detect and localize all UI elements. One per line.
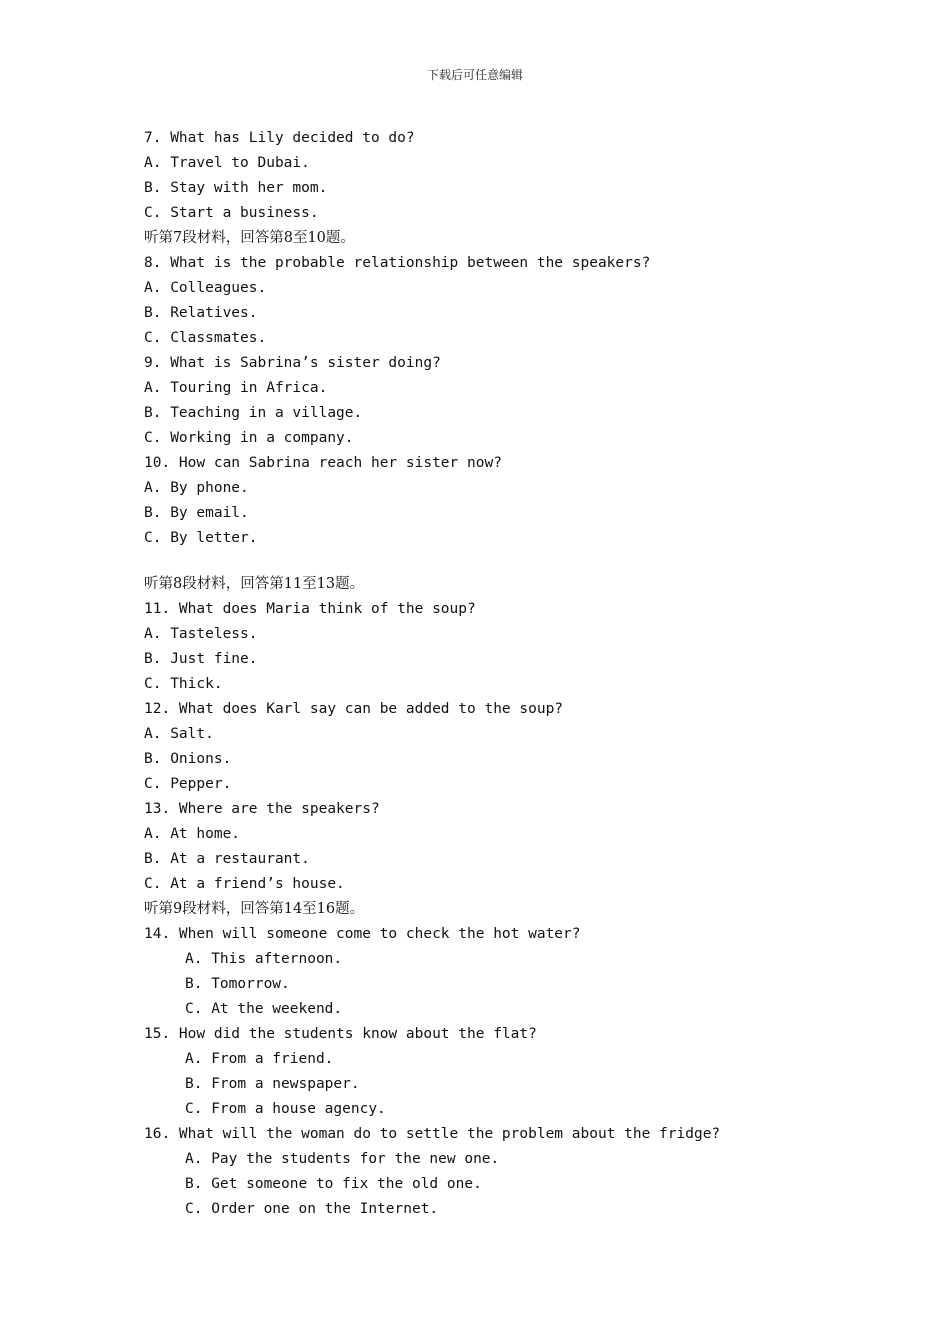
option-text: B. Get someone to fix the old one. xyxy=(185,1176,482,1192)
option-text: B. Just fine. xyxy=(144,651,258,667)
option-text: A. Pay the students for the new one. xyxy=(185,1151,500,1167)
option-text: A. Colleagues. xyxy=(144,280,267,296)
question-text: 16. What will the woman do to settle the problem about the fridge? xyxy=(144,1126,721,1142)
question-text: 8. What is the probable relationship between the speakers? xyxy=(144,255,651,271)
question-text: 13. Where are the speakers? xyxy=(144,801,380,817)
option-text: A. This afternoon. xyxy=(185,951,343,967)
option-text: B. Onions. xyxy=(144,751,232,767)
option-text: B. By email. xyxy=(144,505,249,521)
option-text: A. Salt. xyxy=(144,726,214,742)
option-text: B. Relatives. xyxy=(144,305,258,321)
option-text: A. From a friend. xyxy=(185,1051,334,1067)
question-list xyxy=(144,126,904,1222)
option-text: C. By letter. xyxy=(144,530,258,546)
option-text: B. Stay with her mom. xyxy=(144,180,328,196)
option-text: C. At the weekend. xyxy=(185,1001,343,1017)
option-text: C. From a house agency. xyxy=(185,1101,386,1117)
option-text: C. Pepper. xyxy=(144,776,232,792)
section-instruction: 听第7段材料，回答第8至10题。 xyxy=(144,230,355,246)
question-text: 15. How did the students know about the flat? xyxy=(144,1026,537,1042)
option-text: A. Touring in Africa. xyxy=(144,380,328,396)
question-text: 7. What has Lily decided to do? xyxy=(144,130,415,146)
option-text: A. At home. xyxy=(144,826,241,842)
spacer xyxy=(144,551,904,572)
section-instruction: 听第8段材料，回答第11至13题。 xyxy=(144,576,365,592)
question-text: 12. What does Karl say can be added to the soup? xyxy=(144,701,564,717)
option-text: B. Tomorrow. xyxy=(185,976,290,992)
question-text: 10. How can Sabrina reach her sister now? xyxy=(144,455,502,471)
option-text: C. Working in a company. xyxy=(144,430,354,446)
option-text: C. At a friend’s house. xyxy=(144,876,345,892)
question-text: 9. What is Sabrina’s sister doing? xyxy=(144,355,441,371)
option-text: B. At a restaurant. xyxy=(144,851,310,867)
option-text: A. Travel to Dubai. xyxy=(144,155,310,171)
option-text: C. Start a business. xyxy=(144,205,319,221)
question-text: 14. When will someone come to check the hot water? xyxy=(144,926,581,942)
option-text: C. Classmates. xyxy=(144,330,267,346)
section-instruction: 听第9段材料，回答第14至16题。 xyxy=(144,901,365,917)
option-text: A. Tasteless. xyxy=(144,626,258,642)
option-text: B. Teaching in a village. xyxy=(144,405,363,421)
option-text: A. By phone. xyxy=(144,480,249,496)
page-header: 下载后可任意编辑 xyxy=(426,68,523,82)
option-text: C. Order one on the Internet. xyxy=(185,1201,439,1217)
question-text: 11. What does Maria think of the soup? xyxy=(144,601,476,617)
option-text: C. Thick. xyxy=(144,676,223,692)
option-text: B. From a newspaper. xyxy=(185,1076,360,1092)
